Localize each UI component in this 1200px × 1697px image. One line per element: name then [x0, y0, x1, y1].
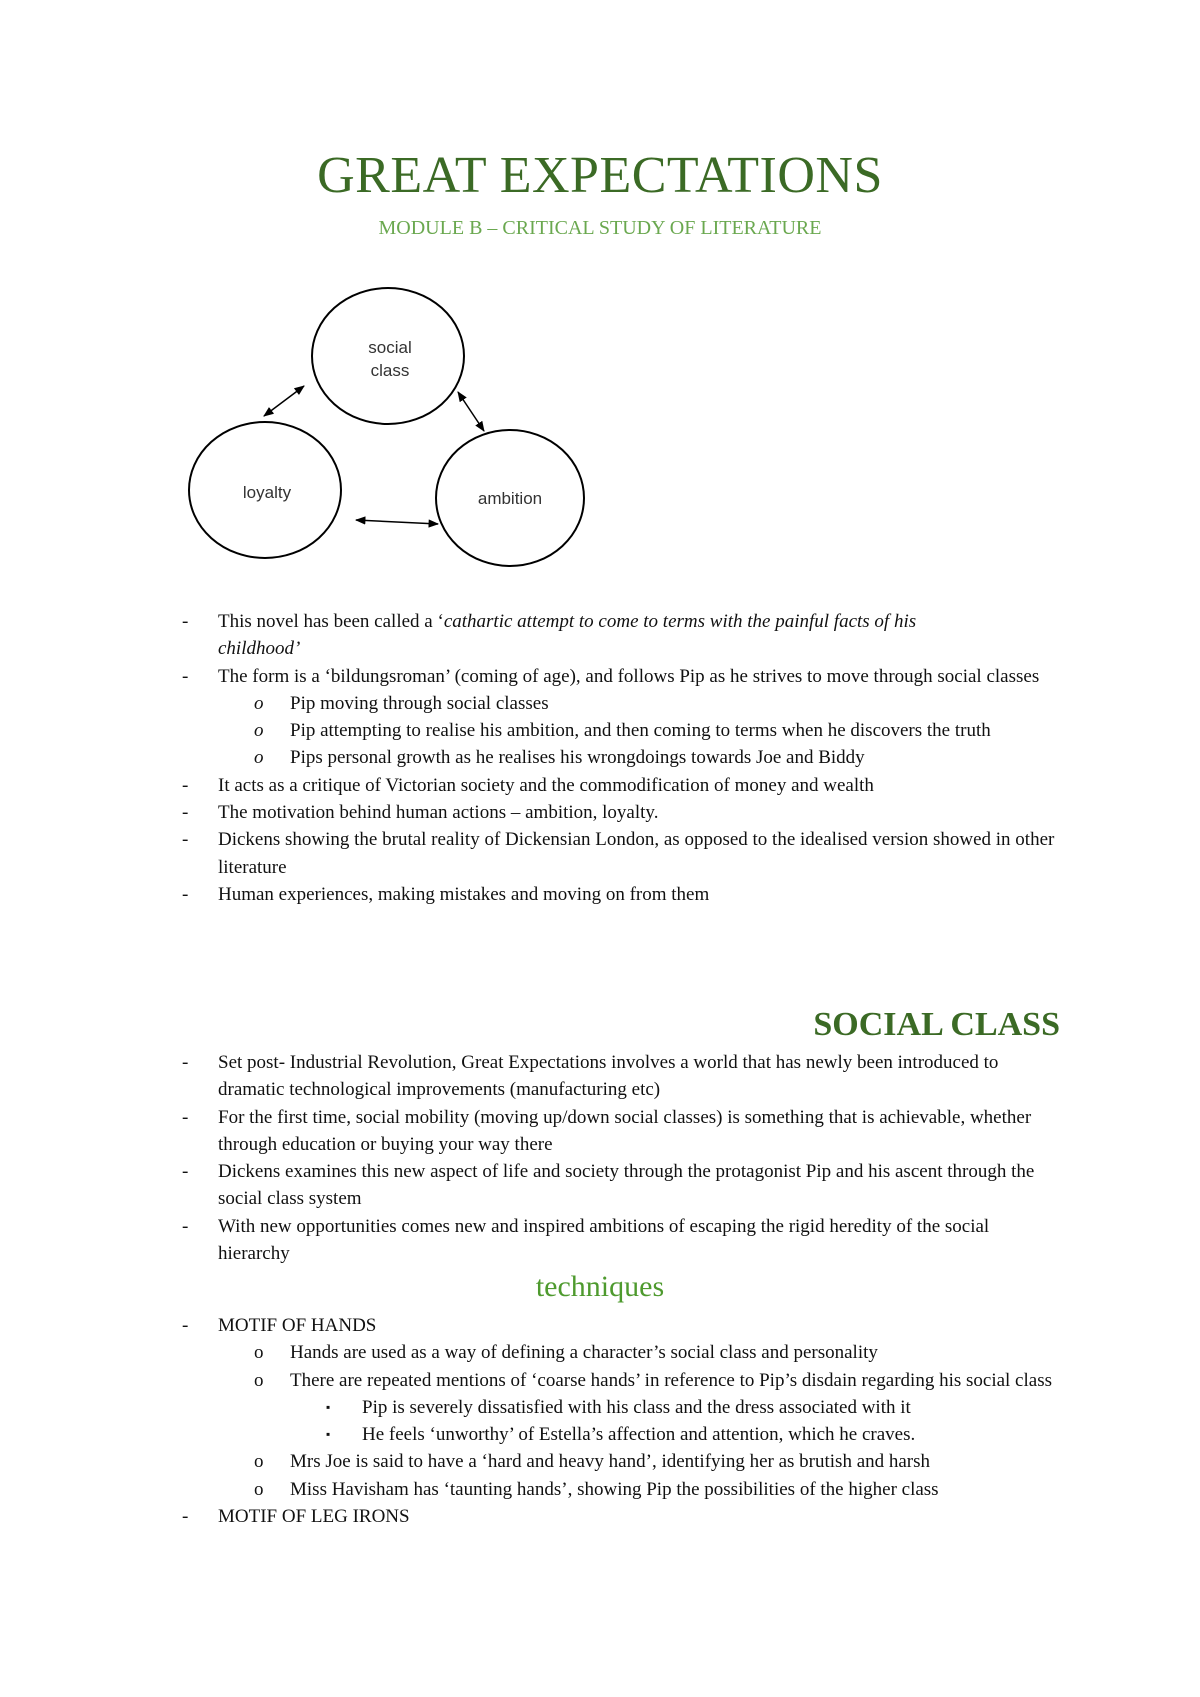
subsection-heading-techniques: techniques	[535, 1270, 665, 1303]
list-item: - The motivation behind human actions – ambition, loyalty.	[182, 799, 1062, 826]
dash-bullet: -	[182, 829, 189, 851]
arrow-loyalty-ambition	[356, 520, 438, 524]
circle-bullet: o	[254, 1478, 264, 1500]
list-item: ▪ He feels ‘unworthy’ of Estella’s affection and attention, which he craves.	[182, 1421, 1062, 1448]
circle-bullet: o	[254, 1369, 264, 1391]
intro-list	[182, 608, 1062, 908]
list-item: - With new opportunities comes new and inspired ambitions of escaping the rigid heredity of the social hierarchy	[182, 1213, 1062, 1268]
dash-bullet: -	[182, 611, 189, 632]
dash-bullet: -	[182, 1215, 189, 1237]
list-item: - This novel has been called a ‘cathartic attempt to come to terms with the painful facts of his childhood’	[182, 608, 1062, 663]
list-item: - The form is a ‘bildungsroman’ (coming of age), and follows Pip as he strives to move through social classes	[182, 663, 1062, 690]
dash-bullet: -	[182, 883, 189, 905]
list-item: - MOTIF OF LEG IRONS	[182, 1503, 1062, 1530]
list-item: - For the first time, social mobility (moving up/down social classes) is something that is achievable, whether through education or buying your way there	[182, 1104, 1062, 1159]
themes-diagram	[180, 280, 600, 570]
list-item: - MOTIF OF HANDS	[182, 1312, 1062, 1339]
page-subtitle: MODULE B – CRITICAL STUDY OF LITERATURE	[378, 217, 822, 239]
circle-bullet: o	[254, 1451, 264, 1473]
dash-bullet: -	[182, 665, 189, 687]
list-item: o Pip moving through social classes	[182, 690, 1062, 717]
list-item: o Miss Havisham has ‘taunting hands’, showing Pip the possibilities of the higher class	[182, 1476, 1062, 1503]
list-item: o Pips personal growth as he realises his wrongdoings towards Joe and Biddy	[182, 744, 1062, 771]
square-bullet: ▪	[326, 1427, 331, 1442]
list-item: ▪ Pip is severely dissatisfied with his class and the dress associated with it	[182, 1394, 1062, 1421]
social-class-label-line1: social	[368, 338, 412, 357]
list-item: o Pip attempting to realise his ambition, and then coming to terms when he discovers the truth	[182, 717, 1062, 744]
arrow-social-ambition	[458, 392, 484, 431]
ambition-label: ambition	[477, 489, 543, 508]
list-item: - Set post- Industrial Revolution, Great Expectations involves a world that has newly been introduced to dramatic technological improvements (manufacturing etc)	[182, 1049, 1062, 1104]
page-title: GREAT EXPECTATIONS	[317, 147, 883, 204]
circle-bullet: o	[254, 1342, 264, 1364]
list-item: - It acts as a critique of Victorian society and the commodification of money and wealth	[182, 772, 1062, 799]
list-item: - Dickens examines this new aspect of life and society through the protagonist Pip and his ascent through the social class system	[182, 1158, 1062, 1213]
techniques-list	[182, 1312, 1062, 1530]
dash-bullet: -	[182, 1106, 189, 1128]
list-item: - Dickens showing the brutal reality of Dickensian London, as opposed to the idealised version showed in other literature	[182, 826, 1062, 881]
dash-bullet: -	[182, 774, 189, 796]
list-item: o There are repeated mentions of ‘coarse hands’ in reference to Pip’s disdain regarding his social class	[182, 1367, 1062, 1394]
circle-bullet: o	[254, 692, 264, 714]
social-class-label-line2: class	[370, 361, 410, 380]
section-heading-social-class: SOCIAL CLASS	[813, 1006, 1060, 1043]
quoted-text: cathartic attempt to come to terms with the painful facts of his	[443, 611, 917, 632]
list-item: o Hands are used as a way of defining a character’s social class and personality	[182, 1339, 1062, 1366]
dash-bullet: -	[182, 1161, 189, 1183]
dash-bullet: -	[182, 802, 189, 824]
dash-bullet: -	[182, 1315, 189, 1336]
arrow-social-loyalty	[264, 386, 304, 416]
list-item: - Human experiences, making mistakes and moving on from them	[182, 881, 1062, 908]
loyalty-label: loyalty	[242, 483, 292, 502]
social-class-list	[182, 1049, 1062, 1267]
quoted-text: childhood’	[218, 638, 301, 660]
circle-bullet: o	[254, 720, 264, 742]
dash-bullet: -	[182, 1052, 189, 1073]
list-item: o Mrs Joe is said to have a ‘hard and heavy hand’, identifying her as brutish and harsh	[182, 1448, 1062, 1475]
dash-bullet: -	[182, 1506, 189, 1528]
circle-bullet: o	[254, 747, 264, 769]
square-bullet: ▪	[326, 1399, 331, 1414]
